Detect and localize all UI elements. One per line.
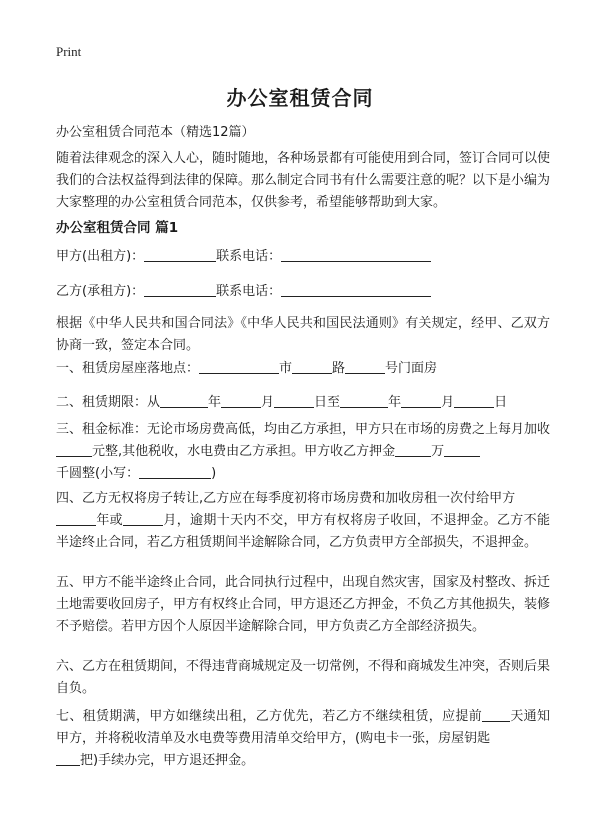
clause-4-part2: 年或 (96, 513, 124, 528)
clause-7 (56, 706, 550, 772)
clause-3-part2: 元整,其他税收，水电费由乙方承担。甲方收乙方押金 (92, 444, 396, 459)
print-link[interactable]: Print (56, 44, 82, 59)
party-b-line (56, 281, 431, 303)
clause-2-blank-year2 (340, 393, 388, 408)
clause-3-blank-wan (395, 442, 431, 457)
clause-1 (56, 358, 437, 380)
clause-3-part3: 万 (431, 444, 445, 459)
clause-7-blank-keys (56, 751, 80, 766)
clause-4-part1: 四、乙方无权将房子转让,乙方应在每季度初将市场房费和加收房租一次付给甲方 (56, 491, 516, 506)
clause-2 (56, 392, 507, 414)
clause-1-blank-number (345, 359, 385, 374)
clause-2-day2: 日 (494, 395, 508, 410)
party-b-name-blank (144, 282, 216, 297)
document-title: 办公室租赁合同 (226, 86, 374, 110)
clause-2-blank-month2 (401, 393, 441, 408)
clause-2-blank-month (221, 393, 261, 408)
party-b-phone-blank (281, 282, 431, 297)
party-a-label: 甲方(出租方)： (56, 249, 145, 264)
clause-2-month: 月 (261, 395, 275, 410)
clause-3-part1: 三、租金标准：无论市场房费高低，均由乙方承担，甲方只在市场的房费之上每月加收 (56, 422, 551, 437)
clause-4-part3: 月，逾期十天内不交，甲方有权将房子收回，不退押金。乙方不能半途终止合同，若乙方租赁期间半途解除合同，乙方负责甲方全部损失，不退押金。 (56, 513, 550, 550)
clause-4-blank-month (123, 511, 163, 526)
clause-1-blank-road (292, 359, 332, 374)
clause-3-part4: 千圆整(小写： (56, 466, 140, 481)
party-a-phone-blank (281, 247, 431, 262)
clause-1-city: 市 (279, 361, 293, 376)
clause-2-year2: 年 (388, 395, 402, 410)
clause-5: 五、甲方不能半途终止合同，此合同执行过程中，出现自然灾害，国家及村整改、拆迁土地需要收回房子，甲方有权终止合同，甲方退还乙方押金，不负乙方其他损失，装修不予赔偿。若甲方因个人原因半途解除合同，甲方负责乙方全部经济损失。 (56, 575, 551, 634)
document-subtitle: 办公室租赁合同范本（精选12篇） (56, 125, 255, 140)
clause-2-year: 年 (208, 395, 222, 410)
party-a-name-blank (144, 247, 216, 262)
clause-1-blank-location (199, 359, 279, 374)
clause-6: 六、乙方在租赁期间，不得违背商城规定及一切常例，不得和商城发生冲突，否则后果自负。 (56, 659, 551, 696)
clause-2-blank-day (274, 393, 314, 408)
clause-4 (56, 488, 550, 554)
clause-2-prefix: 二、租赁期限：从 (56, 395, 161, 410)
intro-paragraph: 随着法律观念的深入人心，随时随地，各种场景都有可能使用到合同，签订合同可以使我们的合法权益得到法律的保障。那么制定合同书有什么需要注意的呢？以下是小编为大家整理的办公室租赁合同范本，仅供参考，希望能够帮助到大家。 (56, 151, 551, 210)
party-b-phone-label: 联系电话： (216, 284, 282, 299)
clause-2-blank-day2 (454, 393, 494, 408)
clause-3-blank-amount (56, 442, 92, 457)
clause-3-blank-qian (444, 442, 480, 457)
clause-2-blank-year (160, 393, 208, 408)
party-b-label: 乙方(承租方)： (56, 284, 145, 299)
clause-4-blank-year (56, 511, 96, 526)
clause-3-part5: ) (211, 466, 217, 481)
basis-paragraph: 根据《中华人民共和国合同法》《中华人民共和国民法通则》有关规定，经甲、乙双方协商一致，签定本合同。 (56, 316, 550, 353)
clause-3-blank-figure (139, 464, 211, 479)
clause-7-part1: 七、租赁期满，甲方如继续出租，乙方优先，若乙方不继续租赁，应提前 (56, 709, 483, 724)
clause-1-prefix: 一、租赁房屋座落地点： (56, 361, 200, 376)
clause-2-day-to: 日至 (314, 395, 341, 410)
party-a-line (56, 246, 431, 268)
clause-1-road: 路 (332, 361, 346, 376)
clause-7-part2: 天通知甲方，并将税收清单及水电费等费用清单交给甲方，(购电卡一张，房屋钥匙 (56, 709, 550, 746)
clause-2-month2: 月 (441, 395, 455, 410)
party-a-phone-label: 联系电话： (216, 249, 282, 264)
clause-3 (56, 419, 550, 485)
clause-1-suffix: 号门面房 (385, 361, 438, 376)
section-title: 办公室租赁合同 篇1 (56, 220, 179, 236)
clause-7-part3: 把)手续办完，甲方退还押金。 (80, 753, 255, 768)
clause-7-blank-days (482, 707, 510, 722)
